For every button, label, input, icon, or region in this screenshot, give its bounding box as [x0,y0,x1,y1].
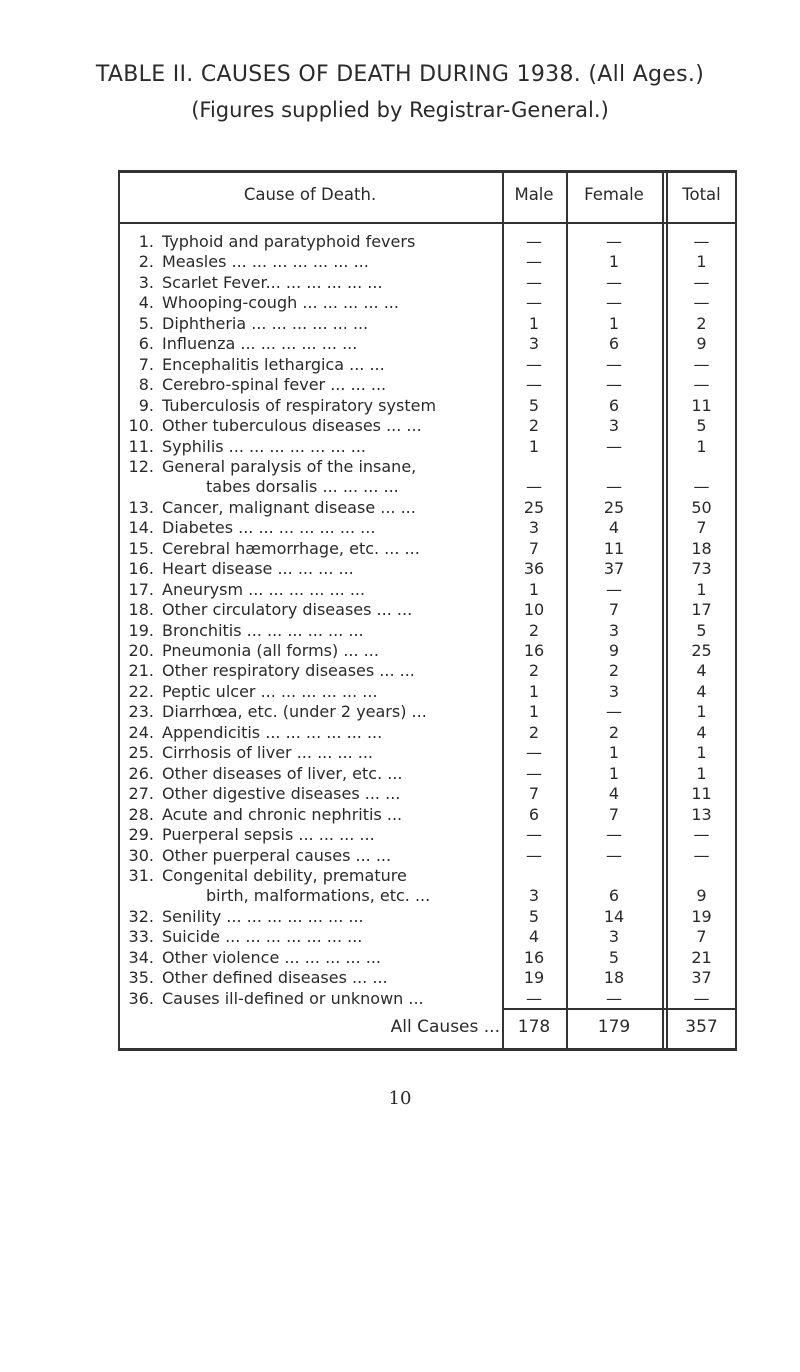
female-count: — [606,579,622,599]
page-number: 10 [388,1088,412,1109]
male-count: 1 [528,579,540,599]
female-count: — [606,232,622,251]
total-count: 4 [696,722,707,742]
total-count: 1 [696,436,707,456]
row-number: 19. [128,620,154,640]
table-row [118,457,737,477]
table-row [118,805,737,825]
male-count: 7 [528,784,540,804]
male-count: 1 [528,702,540,722]
total-count: 11 [691,395,712,415]
total-count: 21 [691,947,712,967]
table-row [118,641,737,661]
row-number: 16. [128,559,154,579]
header-bottom-rule [118,222,737,224]
row-number: 31. [128,865,154,885]
header-male: Male [514,185,554,204]
male-count: 2 [528,661,540,681]
cause-name: Aneurysm ... ... ... ... ... ... [162,579,366,599]
cause-name: Influenza ... ... ... ... ... ... [162,334,358,354]
male-count: — [526,763,542,783]
total-female: 179 [597,1017,631,1037]
cause-name: Heart disease ... ... ... ... [162,559,354,579]
total-count: 7 [696,927,707,947]
cause-name: Cerebral hæmorrhage, etc. ... ... [162,538,420,558]
table-row [118,948,737,968]
header-total: Total [682,185,721,204]
table-row [118,396,737,416]
cause-name: Other violence ... ... ... ... ... [162,947,382,967]
female-count: 6 [608,395,620,415]
male-count: 7 [528,538,540,558]
table-row [118,416,737,436]
female-count: 4 [608,784,620,804]
cause-name: Scarlet Fever... ... ... ... ... ... [162,272,383,292]
cause-name: Cerebro-spinal fever ... ... ... [162,375,387,395]
female-count: 1 [608,313,620,333]
total-count: 4 [696,681,707,701]
male-count: 2 [528,416,540,436]
cause-name: Whooping-cough ... ... ... ... ... [162,293,399,313]
row-number: 14. [128,518,154,538]
total-count: 1 [696,763,707,783]
cause-name: Other digestive diseases ... ... [162,784,401,804]
total-count: 7 [696,518,707,538]
female-count: 14 [603,906,625,926]
total-count: 9 [696,334,707,354]
female-count: 2 [608,722,620,742]
table-row [118,232,737,252]
total-count: 18 [691,538,712,558]
row-number: 10. [128,416,154,436]
female-count: 4 [608,518,620,538]
cause-name: Other puerperal causes ... ... [162,845,392,865]
cause-name: Causes ill-defined or unknown ... [162,988,424,1008]
table-bottom-rule [118,1048,737,1051]
female-count: — [606,477,622,497]
table-row [118,907,737,927]
row-number: 22. [128,681,154,701]
male-count: — [526,825,542,845]
total-count: 17 [691,600,712,620]
table-row [118,375,737,395]
female-count: — [606,375,622,395]
row-number: 1. [138,232,154,251]
total-count: — [693,293,710,313]
male-count: 16 [523,947,545,967]
cause-name: birth, malformations, etc. ... [206,886,431,906]
male-count: 5 [528,906,540,926]
total-count: 73 [691,559,712,579]
table-row [118,621,737,641]
table-row [118,477,737,497]
row-number: 11. [128,436,154,456]
female-count: 9 [608,641,620,660]
female-count: 25 [603,497,625,517]
causes-of-death-table [118,170,737,1051]
table-row [118,846,737,866]
female-count: 7 [608,804,620,824]
female-count: 2 [608,661,620,681]
table-row [118,252,737,272]
table-row [118,559,737,579]
male-count: — [526,743,542,763]
row-number: 4. [138,293,154,313]
cause-name: Encephalitis lethargica ... ... [162,354,385,374]
row-number: 13. [128,497,154,517]
table-row [118,784,737,804]
table-row [118,723,737,743]
female-count: — [606,702,622,722]
male-count: 3 [528,886,540,906]
cause-name: Other diseases of liver, etc. ... [162,763,403,783]
cause-name: General paralysis of the insane, [162,456,417,476]
cause-name: tabes dorsalis ... ... ... ... [206,477,399,497]
cause-name: Typhoid and paratyphoid fevers [162,232,416,251]
male-count: — [526,988,542,1008]
table-row [118,355,737,375]
total-count: 1 [696,743,707,763]
total-count: 50 [691,497,712,517]
cause-name: Diarrhœa, etc. (under 2 years) ... [162,702,427,722]
total-count: 2 [696,313,707,333]
cause-name: Suicide ... ... ... ... ... ... ... [162,927,363,947]
table-row [118,764,737,784]
male-count: 2 [528,722,540,742]
total-count: 1 [696,702,707,722]
row-number: 29. [128,825,154,845]
male-count: — [526,293,542,313]
male-count: — [526,477,542,497]
table-row [118,682,737,702]
female-count: 3 [608,927,620,947]
male-count: 36 [523,559,545,579]
male-count: — [526,252,542,272]
total-count: 4 [696,661,707,681]
row-number: 28. [128,804,154,824]
total-count: 5 [696,620,707,640]
male-count: 2 [528,620,540,640]
table-row [118,825,737,845]
female-count: 7 [608,600,620,620]
female-count: 5 [608,947,620,967]
row-number: 2. [138,252,154,272]
female-count: 37 [603,559,625,579]
male-count: 3 [528,334,540,354]
cause-name: Congenital debility, premature [162,865,407,885]
cause-name: Tuberculosis of respiratory system [162,395,437,415]
female-count: 1 [608,252,620,272]
female-count: — [606,845,622,865]
total-count: — [693,232,710,251]
table-row [118,334,737,354]
male-count: 19 [523,968,545,988]
cause-name: Pneumonia (all forms) ... ... [162,641,379,660]
male-count: 16 [523,641,545,660]
total-count: 11 [691,784,712,804]
table-row [118,600,737,620]
male-count: — [526,272,542,292]
male-count: — [526,375,542,395]
cause-name: Puerperal sepsis ... ... ... ... [162,825,375,845]
row-number: 36. [128,988,154,1008]
total-count: 1 [696,579,707,599]
cause-name: Cirrhosis of liver ... ... ... ... [162,743,374,763]
row-number: 21. [128,661,154,681]
row-number: 18. [128,600,154,620]
cause-name: Other tuberculous diseases ... ... [162,416,422,436]
cause-name: Cancer, malignant disease ... ... [162,497,416,517]
cause-name: Appendicitis ... ... ... ... ... ... [162,722,383,742]
row-number: 15. [128,538,154,558]
row-number: 25. [128,743,154,763]
total-count: 25 [691,641,712,660]
female-count: — [606,293,622,313]
cause-name: Other respiratory diseases ... ... [162,661,415,681]
total-all: 357 [685,1017,718,1037]
total-male: 178 [517,1017,551,1037]
cause-name: Bronchitis ... ... ... ... ... ... [162,620,364,640]
cause-name: Acute and chronic nephritis ... [162,804,403,824]
row-number: 9. [138,395,154,415]
male-count: — [526,354,542,374]
row-number: 6. [138,334,154,354]
header-cause: Cause of Death. [243,185,377,204]
total-count: — [693,375,710,395]
female-count: 1 [608,743,620,763]
male-count: 1 [528,681,540,701]
cause-name: Other defined diseases ... ... [162,968,388,988]
total-count: 37 [691,968,712,988]
row-number: 34. [128,947,154,967]
female-count: — [606,354,622,374]
table-row [118,866,737,886]
male-count: 25 [523,497,545,517]
total-count: 5 [696,416,707,436]
cause-name: Other circulatory diseases ... ... [162,600,413,620]
male-count: 1 [528,313,540,333]
table-row [118,314,737,334]
male-count: 10 [523,600,545,620]
table-row [118,437,737,457]
table-row [118,989,737,1009]
table-row [118,518,737,538]
row-number: 20. [128,641,154,660]
total-count: — [693,272,710,292]
cause-name: Peptic ulcer ... ... ... ... ... ... [162,681,378,701]
female-count: 6 [608,886,620,906]
row-number: 7. [138,354,154,374]
table-row [118,886,737,906]
row-number: 12. [128,456,154,476]
male-count: 4 [528,927,540,947]
table-row [118,702,737,722]
female-count: — [606,272,622,292]
row-number: 8. [138,375,154,395]
table-row [118,293,737,313]
female-count: — [606,988,622,1008]
row-number: 33. [128,927,154,947]
male-count: — [526,845,542,865]
row-number: 3. [138,272,154,292]
row-number: 24. [128,722,154,742]
cause-name: Senility ... ... ... ... ... ... ... [162,906,364,926]
cause-name: Syphilis ... ... ... ... ... ... ... [162,436,366,456]
table-row [118,927,737,947]
total-count: 19 [691,906,712,926]
female-count: 1 [608,763,620,783]
female-count: — [606,825,622,845]
cause-name: Diphtheria ... ... ... ... ... ... [162,313,369,333]
table-row [118,539,737,559]
total-count: — [693,477,710,497]
male-count: — [526,232,542,251]
table-subtitle: (Figures supplied by Registrar-General.) [191,98,609,122]
female-count: 3 [608,681,620,701]
total-count: — [693,845,710,865]
row-number: 32. [128,906,154,926]
female-count: 11 [603,538,625,558]
female-count: — [606,436,622,456]
cause-name: Measles ... ... ... ... ... ... ... [162,252,369,272]
male-count: 3 [528,518,540,538]
row-number: 5. [138,313,154,333]
male-count: 5 [528,395,540,415]
table-title: TABLE II. CAUSES OF DEATH DURING 1938. (All Ages.) [95,62,705,87]
total-label: All Causes ... [390,1017,500,1037]
row-number: 26. [128,763,154,783]
female-count: 3 [608,416,620,436]
total-count: 1 [696,252,707,272]
row-number: 35. [128,968,154,988]
total-count: 13 [691,804,712,824]
total-count: 9 [696,886,707,906]
row-number: 23. [128,702,154,722]
cause-name: Diabetes ... ... ... ... ... ... ... [162,518,376,538]
table-row [118,273,737,293]
total-count: — [693,988,710,1008]
row-number: 27. [128,784,154,804]
female-count: 18 [603,968,625,988]
total-count: — [693,354,710,374]
table-row [118,743,737,763]
male-count: 1 [528,436,540,456]
total-count: — [693,825,710,845]
table-row [118,580,737,600]
male-count: 6 [528,804,540,824]
female-count: 3 [608,620,620,640]
row-number: 30. [128,845,154,865]
female-count: 6 [608,334,620,354]
table-row [118,498,737,518]
header-female: Female [584,185,644,204]
table-row [118,661,737,681]
row-number: 17. [128,579,154,599]
table-row [118,968,737,988]
